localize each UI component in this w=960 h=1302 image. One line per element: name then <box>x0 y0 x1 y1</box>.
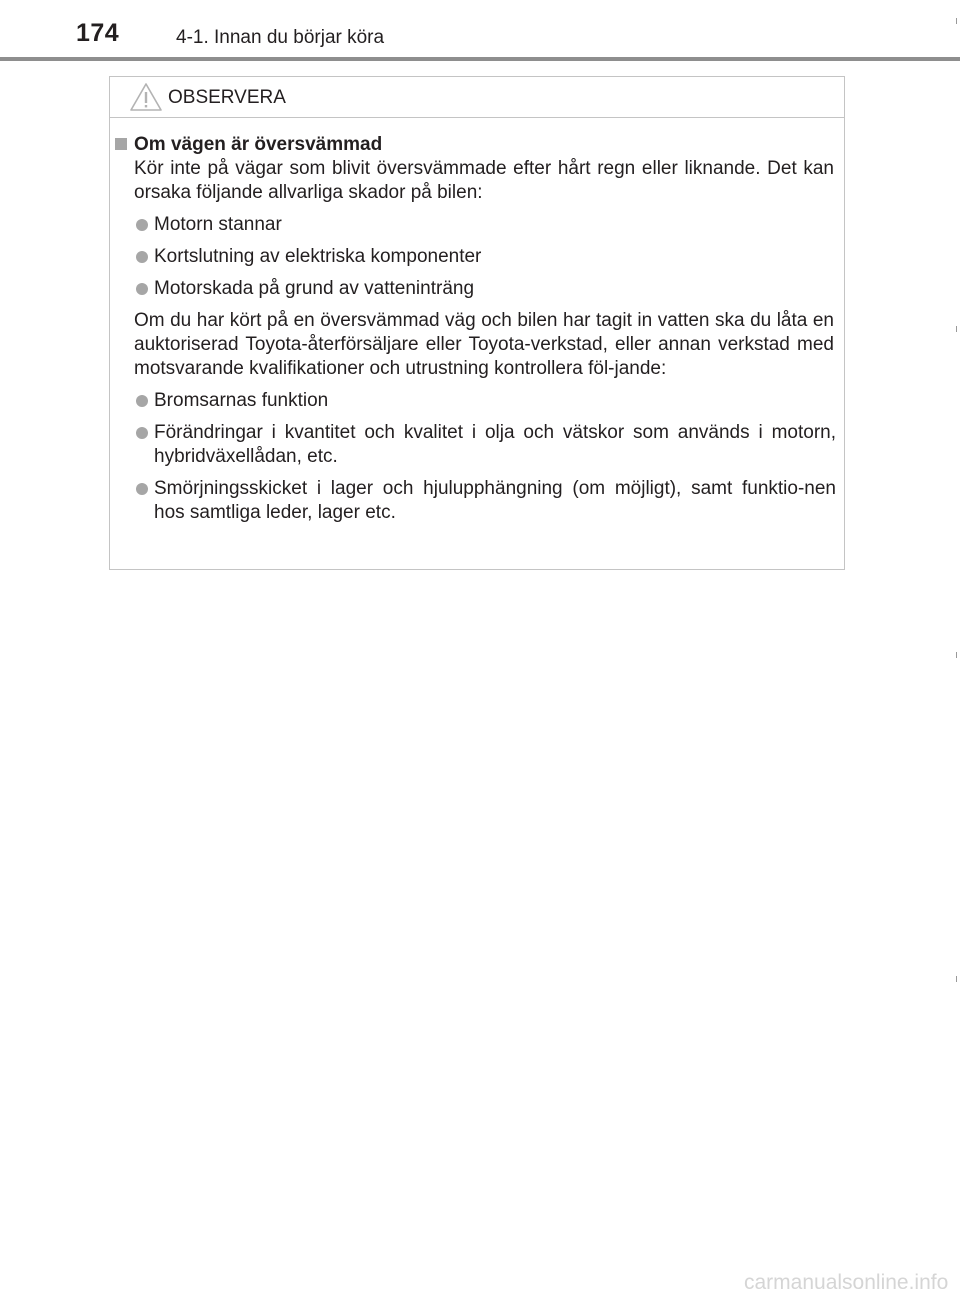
section-title: 4-1. Innan du börjar köra <box>176 27 385 48</box>
crop-mark <box>956 976 957 982</box>
warning-triangle-icon <box>129 82 163 112</box>
list-item-text: Smörjningsskicket i lager och hjulupphängning (om möjligt), samt funktio-nen hos samtliga leder, lager etc. <box>154 478 836 523</box>
watermark: carmanualsonline.info <box>744 1271 949 1294</box>
round-bullet-icon <box>136 219 148 231</box>
page-header <box>0 0 960 62</box>
round-bullet-icon <box>136 283 148 295</box>
warning-body <box>110 133 844 525</box>
list-item <box>134 213 836 237</box>
intro-paragraph: Kör inte på vägar som blivit översvämmade efter hårt regn eller liknande. Det kan orsaka följande allvarliga skador på bilen: <box>134 158 834 203</box>
crop-mark <box>956 18 957 24</box>
crop-mark <box>956 652 957 658</box>
flood-heading-text: Om vägen är översvämmad <box>134 134 383 155</box>
warning-box <box>109 76 845 570</box>
list-item-text: Kortslutning av elektriska komponenter <box>154 246 482 267</box>
round-bullet-icon <box>136 395 148 407</box>
list-item-text: Motorskada på grund av vatteninträng <box>154 278 475 299</box>
list-item-text: Bromsarnas funktion <box>154 390 329 411</box>
flood-heading <box>110 133 844 157</box>
square-bullet-icon <box>115 138 127 150</box>
inspection-paragraph: Om du har kört på en översvämmad väg och bilen har tagit in vatten ska du låta en auktoriserad Toyota-återförsäljare eller Toyota-verkstad, eller annan verkstad med motsvarande kvalifikationer och utrustning kontrollera föl-jande: <box>134 310 834 379</box>
round-bullet-icon <box>136 251 148 263</box>
list-item <box>134 477 836 525</box>
round-bullet-icon <box>136 427 148 439</box>
list-item <box>134 277 836 301</box>
warning-label: OBSERVERA <box>168 87 286 108</box>
crop-mark <box>956 326 957 332</box>
header-divider <box>0 57 960 61</box>
warning-header <box>110 77 844 118</box>
list-item <box>134 245 836 269</box>
list-item <box>134 421 836 469</box>
list-item-text: Förändringar i kvantitet och kvalitet i olja och vätskor som används i motorn, hybridväxellådan, etc. <box>154 422 836 467</box>
page-number: 174 <box>76 19 120 47</box>
list-item-text: Motorn stannar <box>154 214 282 235</box>
round-bullet-icon <box>136 483 148 495</box>
list-item <box>134 389 836 413</box>
